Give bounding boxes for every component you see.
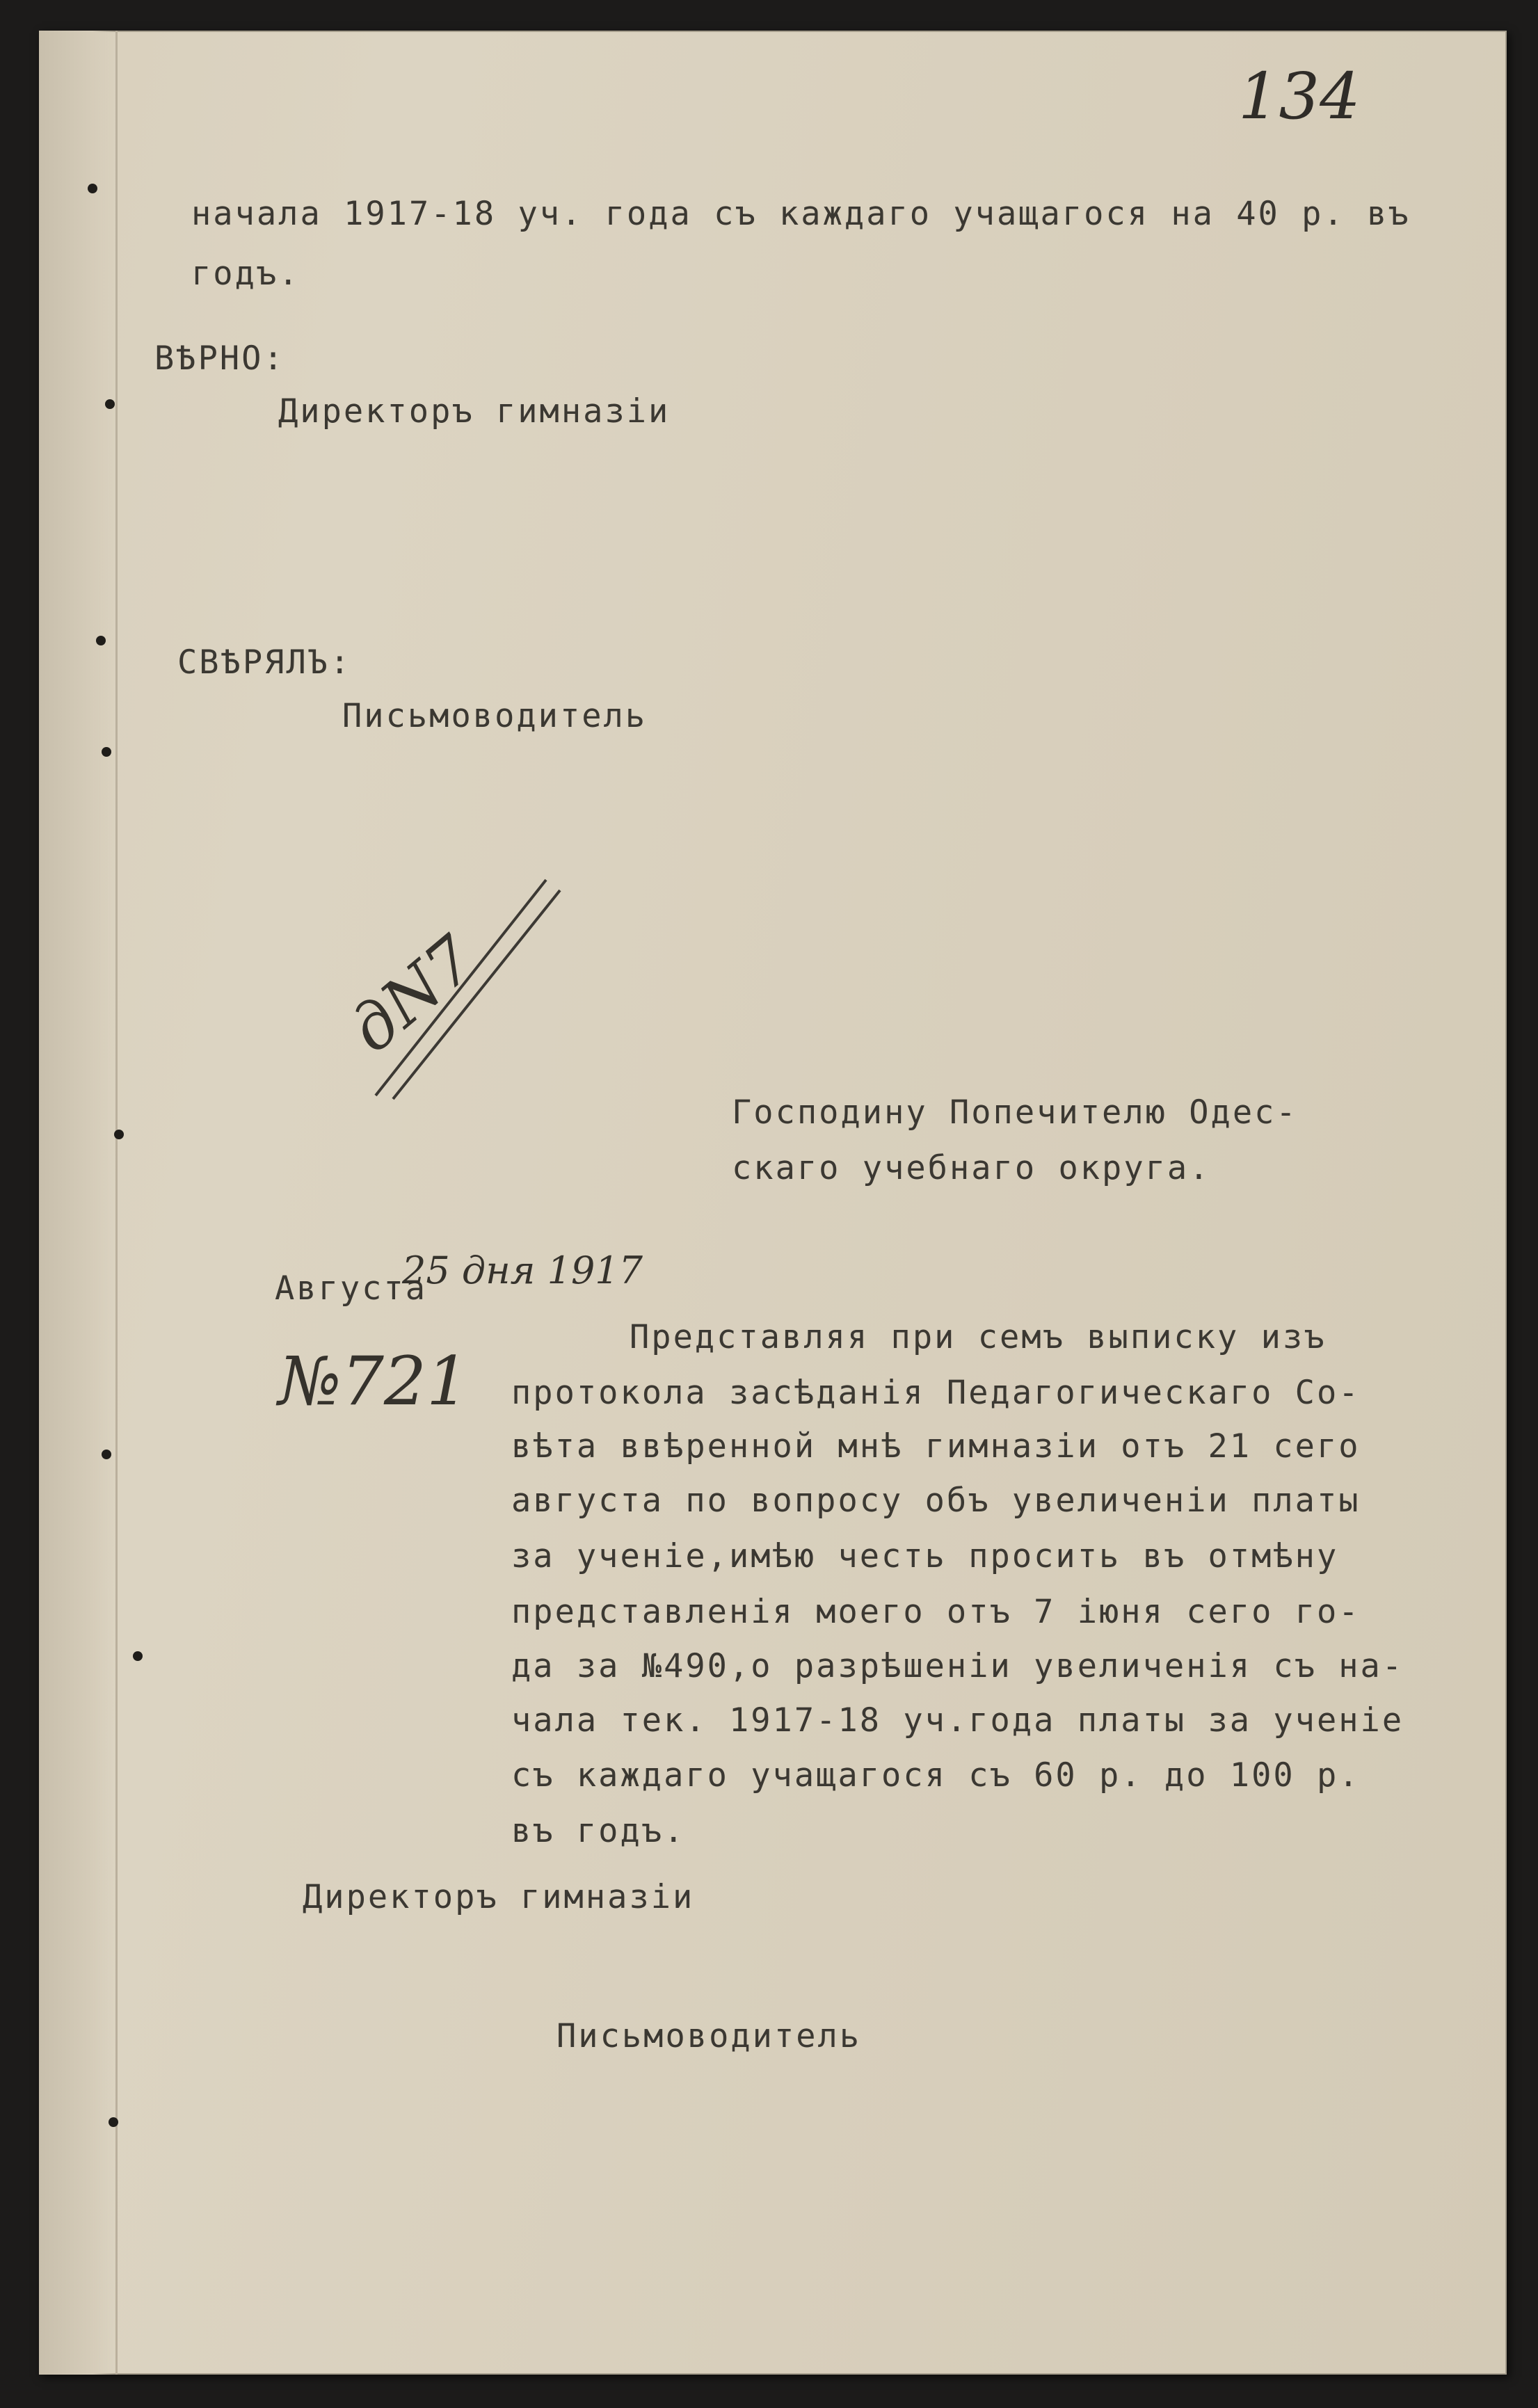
director-signature-line: Директоръ гимназіи [303, 1878, 695, 1916]
binding-hole [133, 1651, 143, 1661]
binding-hole [88, 184, 97, 193]
body-line: Представляя при семъ выписку изъ [630, 1318, 1327, 1356]
binding-hole [109, 2117, 118, 2127]
body-line: да за №490,о разрѣшеніи увеличенія съ на- [511, 1647, 1404, 1685]
body-line: въ годъ. [511, 1812, 686, 1850]
body-line: представленія моего отъ 7 іюня сего го- [511, 1593, 1361, 1631]
binding-hole [102, 747, 111, 757]
clerk-signature-line: Письмоводитель [556, 2017, 862, 2055]
margin-mark-text: дN7 [336, 922, 489, 1068]
registration-number: №721 [278, 1342, 470, 1420]
handwritten-margin-mark [330, 856, 581, 1106]
archive-page-number: 134 [1238, 59, 1361, 134]
body-line: за ученіе,имѣю честь просить въ отмѣну [511, 1537, 1339, 1575]
binding-hole [114, 1130, 124, 1139]
binding-edge [39, 31, 118, 2375]
body-line: чала тек. 1917-18 уч.года платы за ученіе [511, 1701, 1404, 1740]
body-line: протокола засѣданія Педагогическаго Со- [511, 1374, 1361, 1412]
text-line: начала 1917-18 уч. года съ каждаго учащагося на 40 р. въ [191, 195, 1411, 233]
date-handwritten: 25 дня 1917 [402, 1249, 643, 1292]
text-line: годъ. [191, 255, 301, 293]
sveryal-label: СВѢРЯЛЪ: [177, 643, 352, 682]
binding-hole [96, 636, 106, 645]
binding-hole [105, 399, 115, 409]
body-line: вѣта ввѣренной мнѣ гимназіи отъ 21 сего [511, 1427, 1361, 1466]
addressee-line: скаго учебнаго округа. [732, 1149, 1211, 1187]
verno-label: ВѢРНО: [154, 339, 285, 378]
binding-hole [102, 1450, 111, 1459]
director-signature-line: Директоръ гимназіи [278, 392, 671, 431]
clerk-signature-line: Письмоводитель [342, 697, 648, 735]
date-printed: Августа [275, 1269, 428, 1308]
body-line: августа по вопросу объ увеличеніи платы [511, 1482, 1361, 1520]
addressee-line: Господину Попечителю Одес- [732, 1093, 1298, 1132]
body-line: съ каждаго учащагося съ 60 р. до 100 р. [511, 1756, 1361, 1795]
